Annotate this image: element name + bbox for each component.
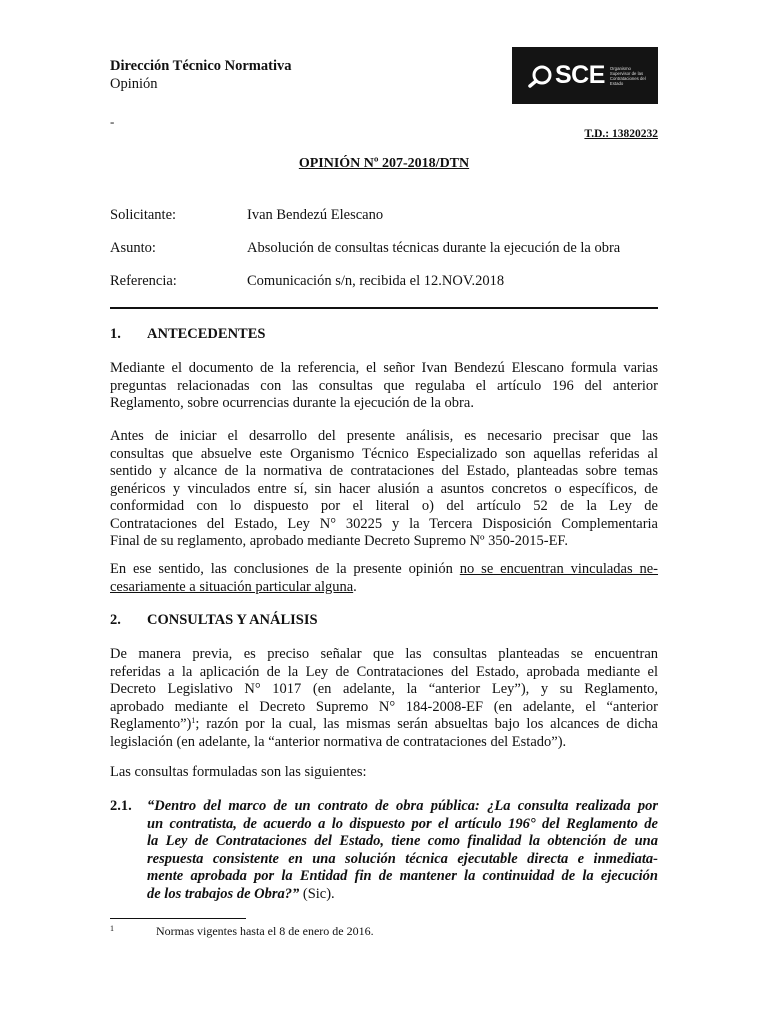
text-line: conformidad con lo dispuesto por el literal o) del artículo 52 de la Ley de: [110, 498, 658, 514]
text-line: genéricos y vinculados entre sí, sin hacer alusión a asuntos concretos o específicos, de: [110, 480, 658, 497]
text-line: referidas a la aplicación de la Ley de Contrataciones del Estado, aprobada mediante el: [110, 663, 658, 680]
paragraph-antecedentes-2: [110, 428, 658, 551]
text-line: legislación (en adelante, la “anterior normativa de contrataciones del Estado”).: [110, 733, 567, 750]
text-line: consultas que absuelve este Organismo Técnico Especializado son aquellas referidas al: [110, 445, 658, 462]
meta-key: Asunto:: [110, 240, 156, 256]
office-name: Dirección Técnico Normativa: [110, 58, 292, 74]
question-text-run: de los trabajos de Obra?”: [147, 885, 300, 902]
question-line: un contratista, de acuerdo a lo dispuesto por el artículo 196° del Reglamento de: [147, 815, 658, 832]
text-run: Reglamento”): [110, 716, 192, 732]
header-divider: [110, 307, 658, 309]
meta-value: Absolución de consultas técnicas durante la ejecución de la obra: [247, 240, 621, 256]
underlined-text: no se encuentran vinculadas ne-: [459, 561, 659, 577]
text-line: Antes de iniciar el desarrollo del presente análisis, es necesario precisar que las: [110, 428, 658, 444]
text-line: sentido y alcance de la normativa de contrataciones del Estado, planteadas sobre temas: [110, 463, 658, 479]
logo-tagline: Organismo Supervisor de las Contrataciones del Estado: [609, 65, 646, 86]
paragraph-antecedentes-3: [110, 561, 658, 596]
sic-note: (Sic).: [299, 885, 335, 902]
question-line: mente aprobada por la Entidad fin de mantener la continuidad de la ejecución: [147, 868, 658, 884]
dash-mark: -: [110, 114, 115, 129]
text-run: En ese sentido, las conclusiones de la presente opinión: [110, 561, 460, 577]
text-line: Las consultas formuladas son las siguientes:: [110, 764, 367, 780]
text-line: Reglamento, sobre ocurrencias durante la ejecución de la obra.: [110, 395, 474, 411]
footnote-text: Normas vigentes hasta el 8 de enero de 2016.: [156, 924, 374, 938]
osce-logo: [512, 47, 658, 104]
section-number: 1.: [110, 326, 121, 342]
text-line: Decreto Legislativo N° 1017 (en adelante, la “anterior Ley”), y su Reglamento,: [110, 681, 658, 697]
meta-key: Solicitante:: [110, 207, 177, 223]
question-line: “Dentro del marco de un contrato de obra pública: ¿La consulta realizada por: [147, 798, 658, 814]
logo-wordmark: [528, 61, 605, 90]
section-number: 2.: [110, 612, 121, 628]
text-line: Mediante el documento de la referencia, el señor Ivan Bendezú Elescano formula varias: [110, 360, 658, 376]
footnote-divider: [110, 918, 246, 919]
magnifier-o-icon: [528, 64, 554, 88]
paragraph-consultas-1: [110, 646, 658, 751]
text-line: Final de su reglamento, aprobado mediante Decreto Supremo Nº 350-2015-EF.: [110, 533, 568, 549]
section-title: CONSULTAS Y ANÁLISIS: [147, 612, 318, 628]
text-line: De manera previa, es preciso señalar que las consultas planteadas se encuentran: [110, 646, 658, 662]
underlined-text: cesariamente a situación particular alguna: [110, 578, 354, 595]
text-line: Contrataciones del Estado, Ley N° 30225 y la Tercera Disposición Complementaria: [110, 515, 658, 532]
text-line: [110, 716, 658, 734]
question-line: la Ley de Contrataciones del Estado, tiene como finalidad la obtención de una: [147, 833, 658, 849]
opinion-title: OPINIÓN Nº 207-2018/DTN: [298, 156, 470, 171]
question-number: 2.1.: [110, 798, 132, 814]
meta-value: Comunicación s/n, recibida el 12.NOV.2018: [247, 273, 505, 289]
text-line: preguntas relacionadas con las consultas que regulaba el artículo 196 del anterior: [110, 377, 658, 394]
text-run: .: [353, 578, 357, 595]
text-line: [110, 579, 658, 597]
text-run: ; razón por la cual, las mismas serán absueltas bajo los alcances de dicha: [195, 716, 658, 732]
text-line: [110, 561, 658, 579]
text-line: aprobado mediante el Decreto Supremo N° 184-2008-EF (en adelante, el “anterior: [110, 698, 658, 715]
tramite-number: T.D.: 13820232: [584, 128, 658, 140]
document-type: Opinión: [110, 76, 158, 92]
paragraph-antecedentes-1: [110, 360, 658, 413]
question-text: [147, 798, 658, 903]
footnote-number: 1: [110, 924, 114, 933]
section-title: ANTECEDENTES: [147, 326, 266, 342]
paragraph-consultas-2: [110, 764, 658, 782]
question-line: [147, 886, 658, 904]
question-line: respuesta consistente en una solución técnica ejecutable directa e inmediata-: [147, 850, 658, 867]
footnote-ref: 1: [191, 716, 196, 725]
meta-value: Ivan Bendezú Elescano: [247, 207, 384, 223]
meta-key: Referencia:: [110, 273, 177, 289]
logo-brand: SCE: [555, 61, 605, 89]
